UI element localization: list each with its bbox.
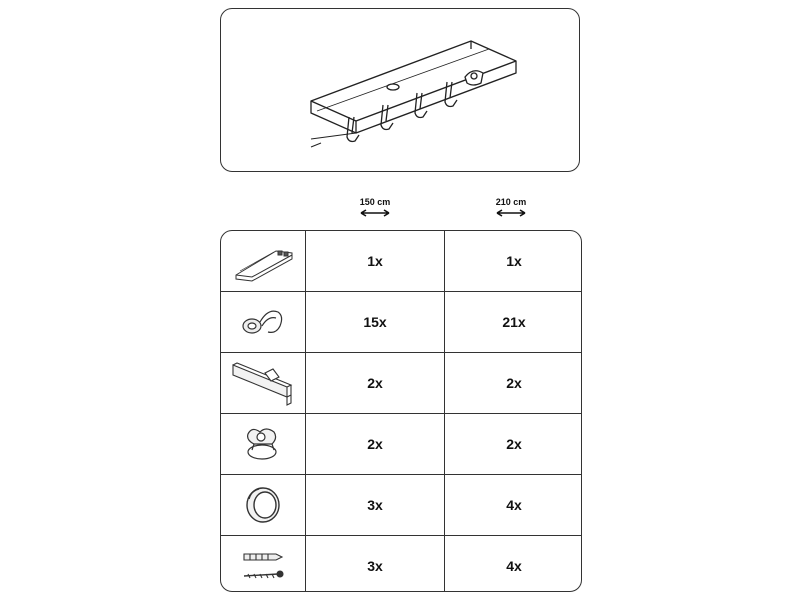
- dimension-label: 210 cm: [495, 197, 527, 207]
- qty-150-cell: [305, 414, 444, 474]
- stopper-icon: [238, 422, 288, 466]
- qty-210-cell: [444, 292, 582, 352]
- table-row: [221, 353, 581, 413]
- qty-150-cell: [305, 231, 444, 291]
- double-arrow-icon: [496, 209, 526, 217]
- quantity-value: 3x: [367, 497, 383, 513]
- screw-plug-icon: [238, 544, 288, 588]
- part-cell: [221, 414, 305, 474]
- quantity-value: 1x: [506, 253, 522, 269]
- qty-210-cell: [444, 475, 582, 535]
- product-illustration-panel: [220, 8, 580, 172]
- qty-150-cell: [305, 353, 444, 413]
- table-row: [221, 292, 581, 352]
- double-arrow-icon: [360, 209, 390, 217]
- quantity-value: 15x: [363, 314, 387, 330]
- table-row: [221, 414, 581, 474]
- qty-150-cell: [305, 536, 444, 592]
- curtain-track-with-gliders-illustration: [221, 9, 581, 173]
- quantity-value: 21x: [502, 314, 526, 330]
- qty-150-cell: [305, 475, 444, 535]
- quantity-value: 2x: [367, 436, 383, 452]
- part-cell: [221, 536, 305, 592]
- qty-210-cell: [444, 536, 582, 592]
- quantity-value: 2x: [367, 375, 383, 391]
- quantity-value: 4x: [506, 558, 522, 574]
- table-row: [221, 475, 581, 535]
- quantity-value: 4x: [506, 497, 522, 513]
- dimension-label: 150 cm: [359, 197, 391, 207]
- ring-icon: [241, 483, 285, 527]
- qty-210-cell: [444, 353, 582, 413]
- qty-210-cell: [444, 414, 582, 474]
- qty-210-cell: [444, 231, 582, 291]
- part-cell: [221, 231, 305, 291]
- end-cap-icon: [227, 357, 299, 409]
- quantity-value: 2x: [506, 375, 522, 391]
- part-cell: [221, 475, 305, 535]
- quantity-value: 2x: [506, 436, 522, 452]
- dimension-header-150: [345, 196, 405, 217]
- quantity-value: 1x: [367, 253, 383, 269]
- qty-150-cell: [305, 292, 444, 352]
- part-cell: [221, 353, 305, 413]
- dimension-header-210: [481, 196, 541, 217]
- table-row: [221, 536, 581, 592]
- glider-hook-icon: [238, 302, 288, 342]
- rail-icon: [230, 239, 296, 283]
- part-cell: [221, 292, 305, 352]
- parts-table: [220, 230, 582, 592]
- table-row: [221, 231, 581, 291]
- quantity-value: 3x: [367, 558, 383, 574]
